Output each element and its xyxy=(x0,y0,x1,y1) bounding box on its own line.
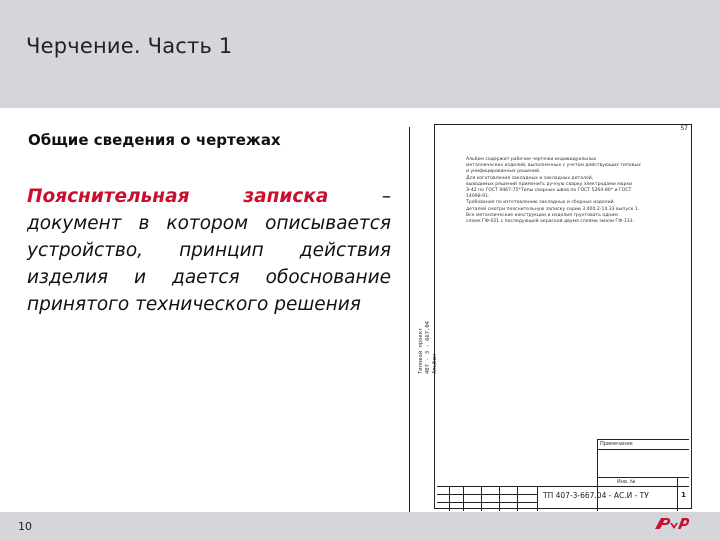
definition-line: изделия и дается обоснование xyxy=(27,267,391,288)
sheet-outer-frame xyxy=(409,127,410,512)
rzd-logo-icon-graphic xyxy=(652,514,692,534)
stamp-rule xyxy=(517,486,518,511)
note-line: Требования по изготовлению закладных и сборных изделий xyxy=(466,200,614,206)
side-text-line: 407 - 3 - 667.04 xyxy=(425,321,431,374)
note-line: Альбом содержит рабочие чертежи индивидуальных xyxy=(466,157,597,162)
stamp-rule xyxy=(463,486,464,511)
side-text-line: Альбом xyxy=(432,354,438,374)
note-line: деталей смотри пояснительную записку серии 3.400.2-14.33 выпуск 1. xyxy=(466,206,640,212)
stamp-rule xyxy=(537,486,538,511)
note-line: металлических изделий, выполненных с учетом действующих типовых xyxy=(466,163,641,169)
title-block-stamp xyxy=(437,439,689,511)
stamp-note-label: Примечание xyxy=(600,441,633,447)
slide-page-number: 10 xyxy=(18,520,32,533)
rzd-logo-icon xyxy=(652,514,692,538)
side-text-line: Типовой проект xyxy=(418,327,424,374)
stamp-rule xyxy=(499,486,500,511)
note-line: и унифицированных решений. xyxy=(466,169,541,175)
definition-text xyxy=(27,183,391,318)
definition-line: устройство, принцип действия xyxy=(27,240,391,261)
slide-title: Черчение. Часть 1 xyxy=(26,34,233,58)
drawing-sheet-image xyxy=(404,124,694,512)
stamp-rule xyxy=(437,494,537,495)
note-line: Для изготовления закладных и закладных деталей, xyxy=(466,175,594,181)
stamp-rule xyxy=(481,486,482,511)
definition-line: документ в котором описывается xyxy=(27,213,391,234)
sheet-note xyxy=(466,157,666,225)
note-line: Все металлические конструкции и изделия грунтовать одним xyxy=(466,212,618,218)
section-subtitle: Общие сведения о чертежах xyxy=(28,131,281,149)
stamp-inv-label: Инв. № xyxy=(617,479,636,485)
stamp-rule xyxy=(437,486,689,487)
definition-dash: – xyxy=(381,186,391,207)
note-line: 14098-91. xyxy=(466,194,490,200)
stamp-rule xyxy=(597,449,689,450)
note-line: Э-42 по ГОСТ 9467-75*Типы сварных швов по ГОСТ 5264-80* и ГОСТ xyxy=(466,188,632,194)
stamp-rule xyxy=(597,477,689,478)
footer-band xyxy=(0,512,720,540)
header-band xyxy=(0,0,720,108)
definition-line: принятого технического решения xyxy=(27,294,361,315)
sheet-page-number: 57 xyxy=(680,125,688,132)
definition-first-line xyxy=(27,183,391,210)
note-line: выводимых решений применить ручную сварку электродами марки xyxy=(466,181,633,187)
definition-term: Пояснительная записка xyxy=(27,186,329,207)
stamp-rule xyxy=(437,502,537,503)
stamp-document-code: ТП 407-3-667.04 - АС.И - ТУ xyxy=(543,491,649,500)
stamp-rule xyxy=(449,486,450,511)
stamp-rule xyxy=(677,477,678,511)
stamp-sheet-number: 1 xyxy=(681,491,686,499)
note-line: слоем ГФ-021 с последующей окраской двумя слоями эмали ГФ-133. xyxy=(466,219,635,225)
